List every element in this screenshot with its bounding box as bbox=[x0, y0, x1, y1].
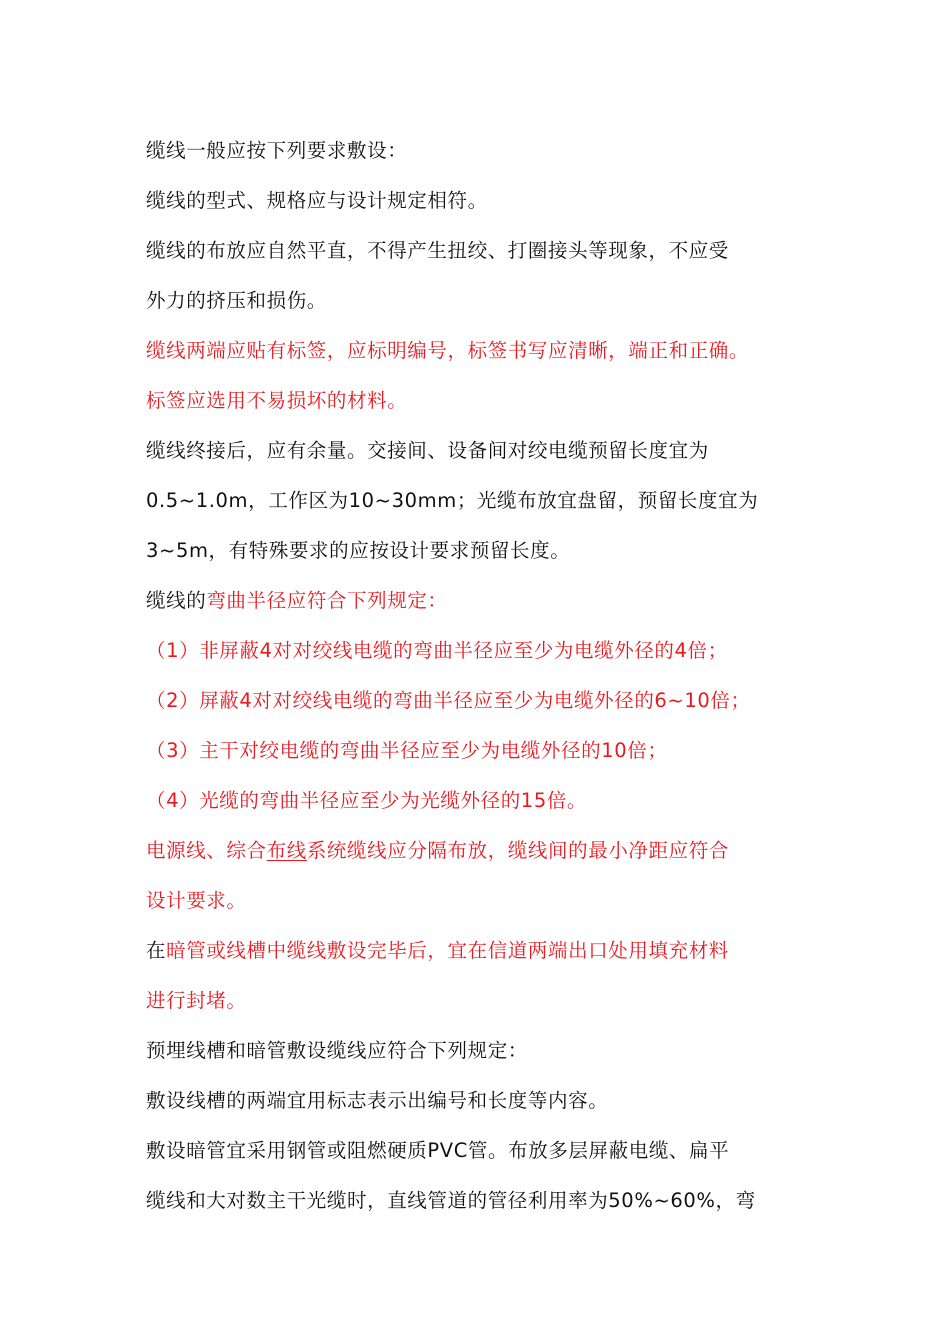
paragraph-line: 缆线一般应按下列要求敷设： bbox=[146, 139, 408, 162]
list-item: （2）屏蔽4对对绞线电缆的弯曲半径应至少为电缆外径的6~10倍； bbox=[146, 689, 751, 712]
underlined-term: 布线 bbox=[266, 839, 307, 862]
paragraph-line: 外力的挤压和损伤。 bbox=[146, 289, 327, 312]
line-prefix: 缆线的 bbox=[146, 589, 207, 612]
highlighted-line: 缆线两端应贴有标签，应标明编号，标签书写应清晰，端正和正确。 bbox=[146, 339, 750, 362]
highlighted-line bbox=[146, 836, 826, 866]
highlighted-text: 弯曲半径应符合下列规定： bbox=[206, 589, 448, 612]
paragraph-line: 缆线和大对数主干光缆时，直线管道的管径利用率为50%~60%，弯 bbox=[146, 1189, 756, 1212]
mixed-color-line bbox=[146, 586, 826, 616]
highlighted-line: 设计要求。 bbox=[146, 889, 247, 912]
paragraph-line: 0.5~1.0m，工作区为10~30mm；光缆布放宜盘留，预留长度宜为 bbox=[146, 489, 759, 512]
paragraph-line: 敷设线槽的两端宜用标志表示出编号和长度等内容。 bbox=[146, 1089, 609, 1112]
paragraph-line: 缆线的型式、规格应与设计规定相符。 bbox=[146, 189, 488, 212]
list-item: （4）光缆的弯曲半径应至少为光缆外径的15倍。 bbox=[146, 789, 588, 812]
line-part: 系统缆线应分隔布放，缆线间的最小净距应符合 bbox=[306, 839, 729, 862]
highlighted-line: 标签应选用不易损坏的材料。 bbox=[146, 389, 408, 412]
paragraph-line: 缆线终接后，应有余量。交接间、设备间对绞电缆预留长度宜为 bbox=[146, 439, 709, 462]
highlighted-line: 进行封堵。 bbox=[146, 989, 247, 1012]
paragraph-line: 敷设暗管宜采用钢管或阻燃硬质PVC管。布放多层屏蔽电缆、扁平 bbox=[146, 1139, 730, 1162]
list-item: （1）非屏蔽4对对绞线电缆的弯曲半径应至少为电缆外径的4倍； bbox=[146, 639, 728, 662]
paragraph-line: 3~5m，有特殊要求的应按设计要求预留长度。 bbox=[146, 539, 571, 562]
mixed-color-line bbox=[146, 936, 826, 966]
line-prefix: 在 bbox=[146, 939, 167, 962]
highlighted-text: 暗管或线槽中缆线敷设完毕后，宜在信道两端出口处用填充材料 bbox=[166, 939, 729, 962]
line-part: 电源线、综合 bbox=[146, 839, 267, 862]
list-item: （3）主干对绞电缆的弯曲半径应至少为电缆外径的10倍； bbox=[146, 739, 668, 762]
paragraph-line: 缆线的布放应自然平直，不得产生扭绞、打圈接头等现象，不应受 bbox=[146, 239, 729, 262]
paragraph-line: 预埋线槽和暗管敷设缆线应符合下列规定： bbox=[146, 1039, 528, 1062]
